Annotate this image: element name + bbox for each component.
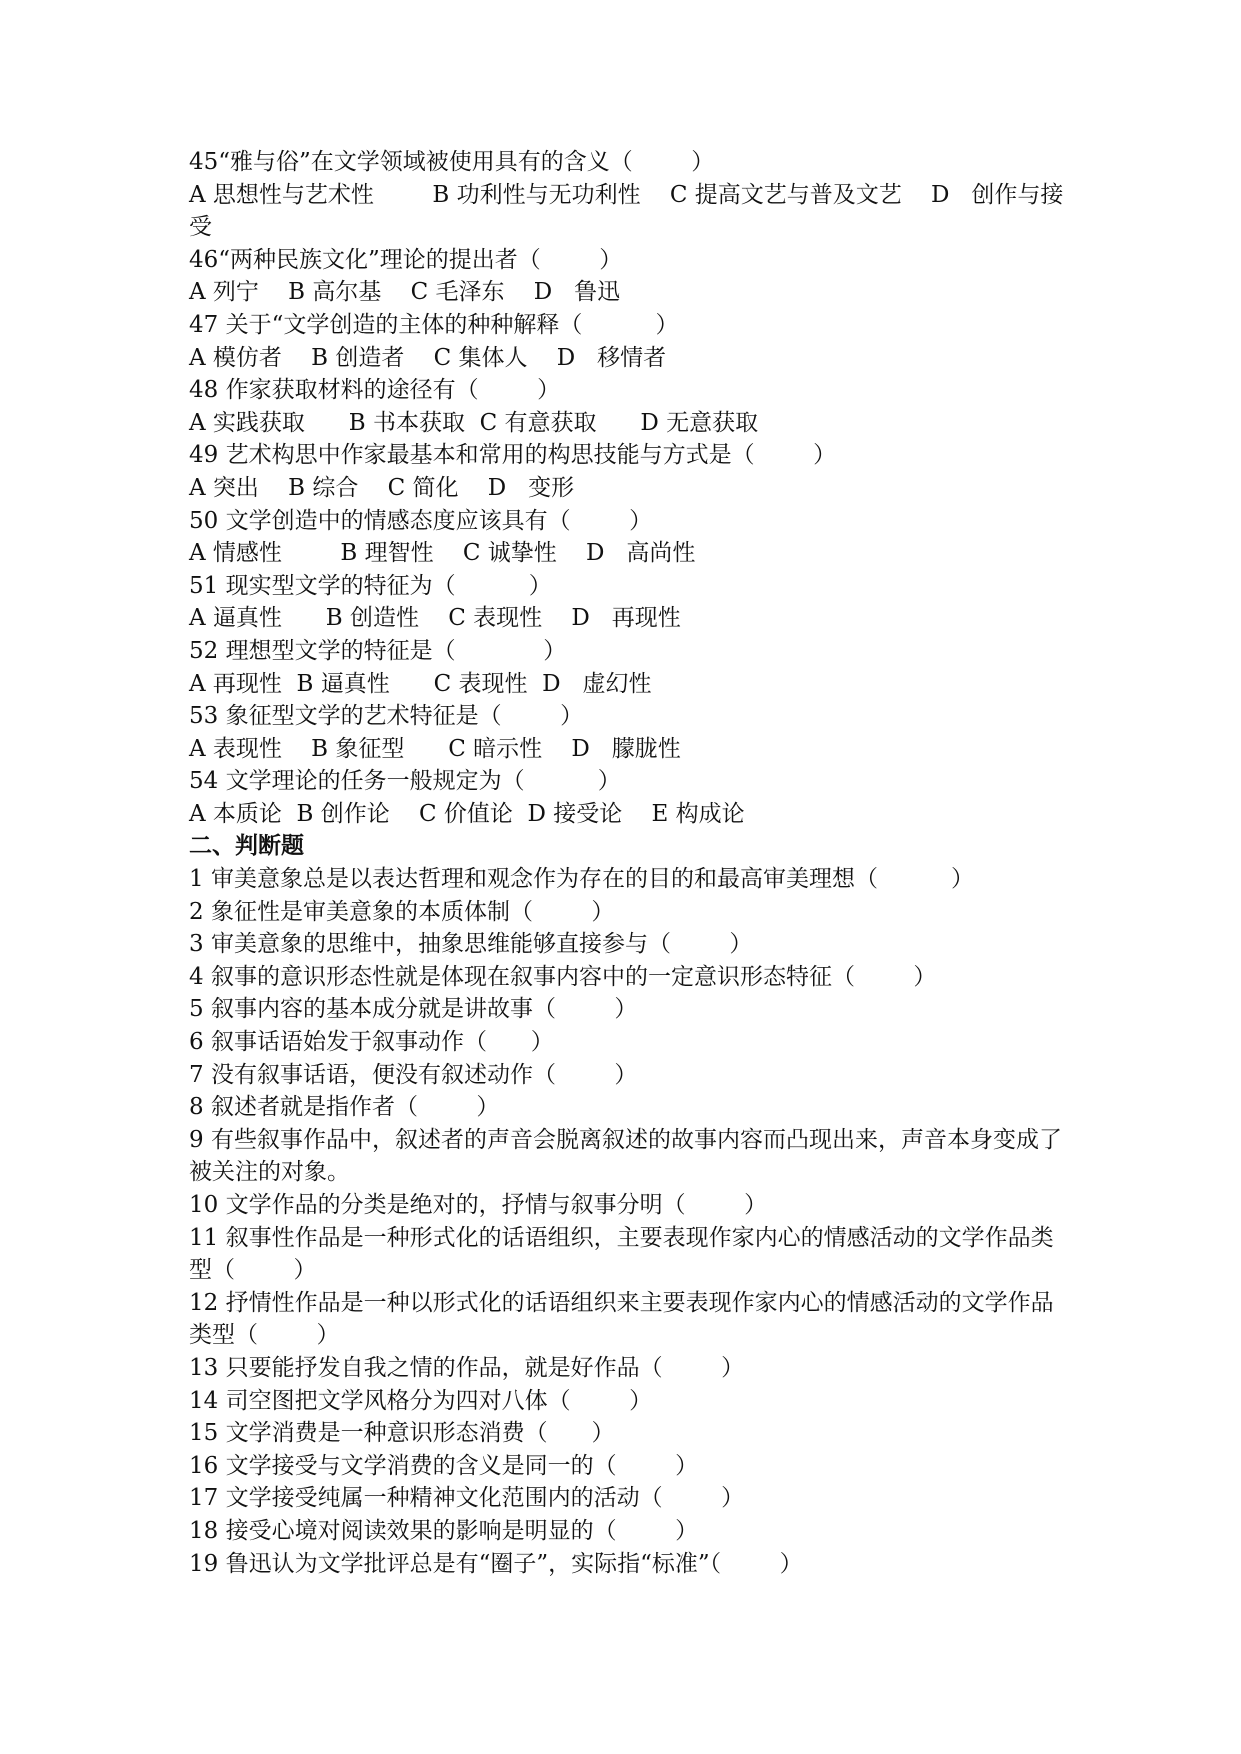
question-50-options: A 情感性 B 理智性 C 诚挚性 D 高尚性 — [189, 540, 696, 567]
question-47-options: A 模仿者 B 创造者 C 集体人 D 移情者 — [189, 344, 667, 371]
judgment-16: 16 文学接受与文学消费的含义是同一的（ ） — [189, 1452, 699, 1479]
question-46-options: A 列宁 B 高尔基 C 毛泽东 D 鲁迅 — [189, 279, 621, 306]
judgment-17: 17 文学接受纯属一种精神文化范围内的活动（ ） — [189, 1485, 745, 1512]
document-page — [189, 146, 1069, 1580]
question-53-options: A 表现性 B 象征型 C 暗示性 D 朦胧性 — [189, 735, 681, 762]
question-49-options: A 突出 B 综合 C 简化 D 变形 — [189, 474, 575, 501]
question-50: 50 文学创造中的情感态度应该具有（ ） — [189, 507, 653, 534]
judgment-18: 18 接受心境对阅读效果的影响是明显的（ ） — [189, 1517, 699, 1544]
question-49: 49 艺术构思中作家最基本和常用的构思技能与方式是（ ） — [189, 442, 837, 469]
question-53: 53 象征型文学的艺术特征是（ ） — [189, 703, 584, 730]
question-52-options: A 再现性 B 逼真性 C 表现性 D 虚幻性 — [189, 670, 652, 697]
judgment-13: 13 只要能抒发自我之情的作品，就是好作品（ ） — [189, 1354, 745, 1381]
judgment-7: 7 没有叙事话语，便没有叙述动作（ ） — [189, 1061, 638, 1088]
section-heading-true-false: 二、判断题 — [189, 832, 304, 860]
question-48: 48 作家获取材料的途径有（ ） — [189, 377, 561, 404]
judgment-12: 12 抒情性作品是一种以形式化的话语组织来主要表现作家内心的情感活动的文学作品类型（ ） — [189, 1289, 1054, 1349]
judgment-3: 3 审美意象的思维中，抽象思维能够直接参与（ ） — [189, 931, 753, 958]
judgment-6: 6 叙事话语始发于叙事动作（ ） — [189, 1029, 554, 1056]
judgment-5: 5 叙事内容的基本成分就是讲故事（ ） — [189, 996, 638, 1023]
judgment-19: 19 鲁迅认为文学批评总是有“圈子”，实际指“标准”（ ） — [189, 1550, 803, 1577]
judgment-11: 11 叙事性作品是一种形式化的话语组织，主要表现作家内心的情感活动的文学作品类型（ ） — [189, 1224, 1054, 1284]
question-52: 52 理想型文学的特征是（ ） — [189, 637, 567, 664]
judgment-2: 2 象征性是审美意象的本质体制（ ） — [189, 898, 615, 925]
question-45: 45“雅与俗”在文学领域被使用具有的含义（ ） — [189, 149, 715, 175]
question-51: 51 现实型文学的特征为（ ） — [189, 572, 552, 599]
question-45-options: A 思想性与艺术性 B 功利性与无功利性 C 提高文艺与普及文艺 D 创作与接受 — [189, 181, 1064, 241]
question-46: 46“两种民族文化”理论的提出者（ ） — [189, 246, 623, 273]
judgment-4: 4 叙事的意识形态性就是体现在叙事内容中的一定意识形态特征（ ） — [189, 963, 937, 990]
question-54: 54 文学理论的任务一般规定为（ ） — [189, 768, 621, 795]
judgment-14: 14 司空图把文学风格分为四对八体（ ） — [189, 1387, 653, 1414]
question-47: 47 关于“文学创造的主体的种种解释（ ） — [189, 311, 679, 338]
judgment-1: 1 审美意象总是以表达哲理和观念作为存在的目的和最高审美理想（ ） — [189, 866, 975, 893]
question-51-options: A 逼真性 B 创造性 C 表现性 D 再现性 — [189, 605, 681, 632]
question-54-options: A 本质论 B 创作论 C 价值论 D 接受论 E 构成论 — [189, 800, 745, 827]
question-48-options: A 实践获取 B 书本获取 C 有意获取 D 无意获取 — [189, 409, 759, 436]
judgment-9: 9 有些叙事作品中，叙述者的声音会脱离叙述的故事内容而凸现出来，声音本身变成了被关注的对象。 — [189, 1126, 1062, 1186]
judgment-8: 8 叙述者就是指作者（ ） — [189, 1094, 500, 1121]
judgment-10: 10 文学作品的分类是绝对的，抒情与叙事分明（ ） — [189, 1192, 768, 1218]
judgment-15: 15 文学消费是一种意识形态消费（ ） — [189, 1420, 615, 1447]
